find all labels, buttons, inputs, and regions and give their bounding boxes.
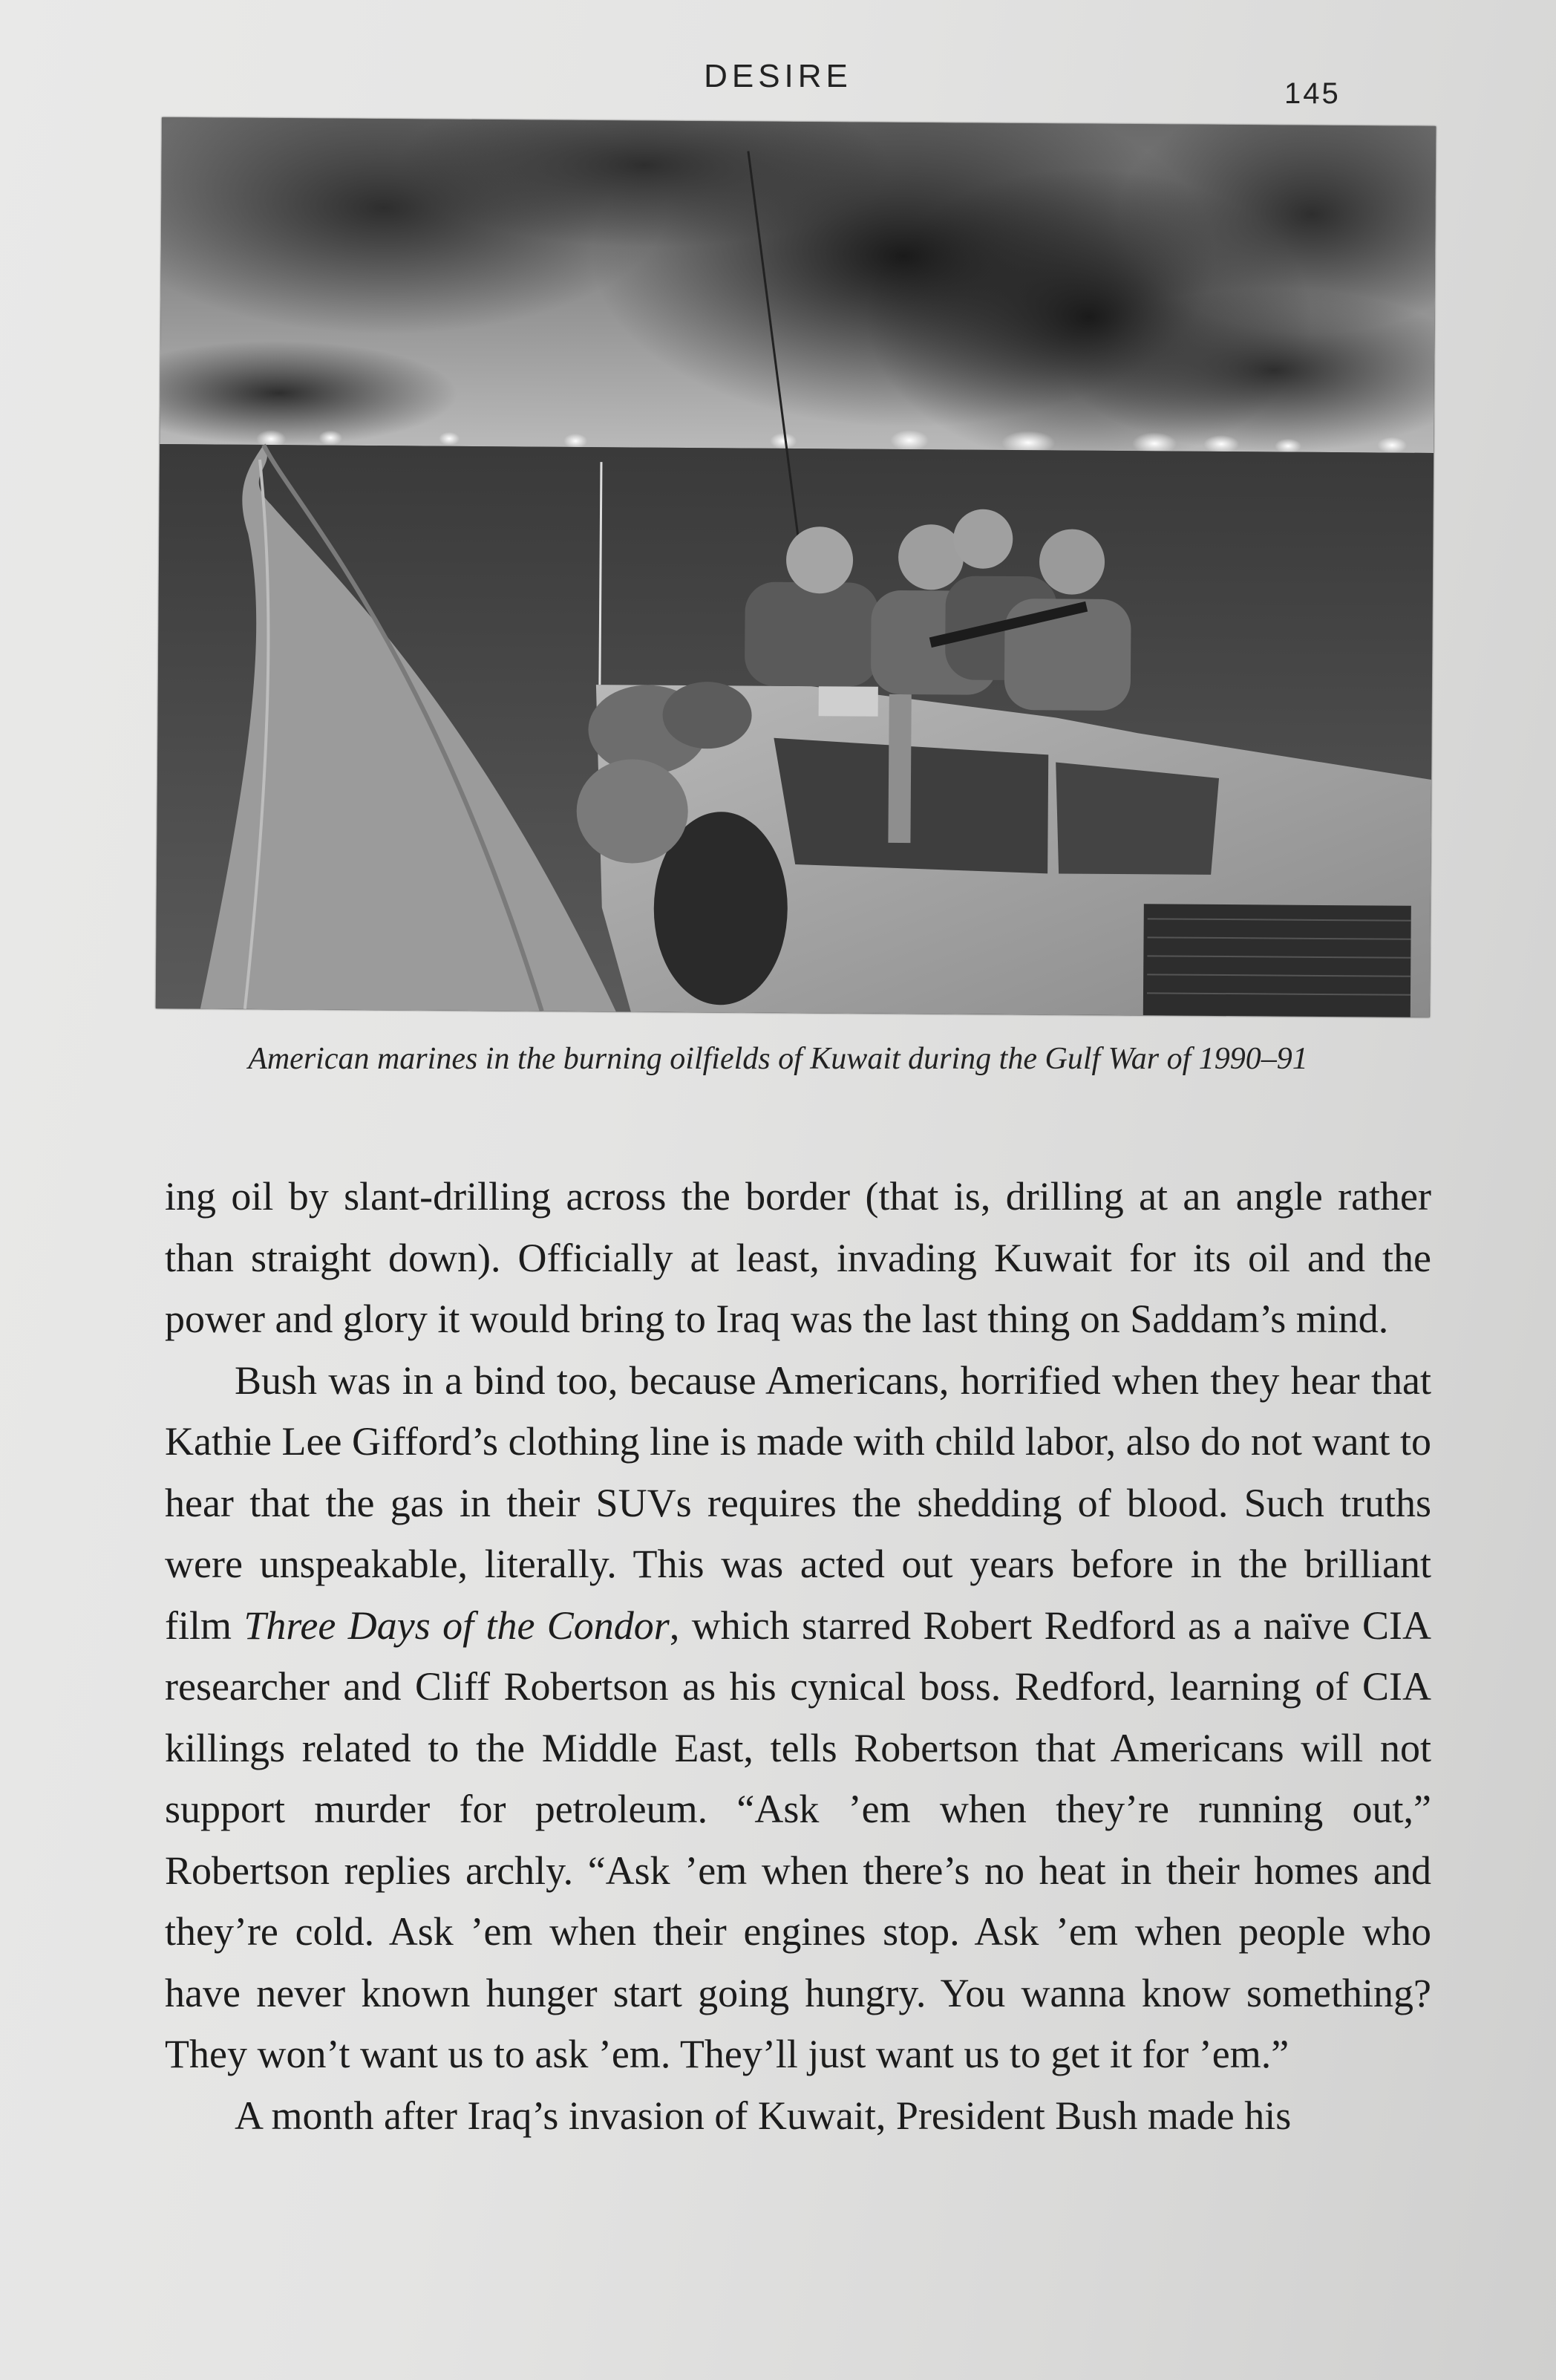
figure-caption: American marines in the burning oilfields of Kuwait during the Gulf War of 1990–91 [248, 1042, 1308, 1076]
film-title: Three Days of the Condor [243, 1603, 670, 1648]
paragraph-1: ing oil by slant-drilling across the border (that is, drilling at an angle rather than straight down). Officially at least, invading Kuwait for its oil and the power and glory it would bring to Iraq was the last thing on Saddam’s mind. [165, 1174, 1431, 1341]
photograph-marines-humvee-oilfields [156, 117, 1436, 1017]
paragraph-2 [165, 1350, 1431, 2085]
body-text [165, 1166, 1431, 2146]
paragraph-2-part-b: , which starred Robert Redford as a naïve CIA researcher and Cliff Robertson as his cynical boss. Redford, learning of CIA killings related to the Middle East, tells Robertson that Americans will not support murder for petroleum. “Ask ’em when they’re running out,” Robertson replies archly. “Ask ’em when there’s no heat in their homes and they’re cold. Ask ’em when their engines stop. Ask ’em when people who have never known hunger start going hungry. You wanna know something? They won’t want us to ask ’em. They’ll just want us to get it for ’em.” [165, 1603, 1431, 2076]
page-number: 145 [1284, 77, 1341, 110]
paragraph-3: A month after Iraq’s invasion of Kuwait, President Bush made his [235, 2093, 1292, 2138]
running-head: DESIRE [704, 58, 852, 94]
paragraph-2-part-a: Bush was in a bind too, because Americans, horrified when they hear that Kathie Lee Gifford’s clothing line is made with child labor, also do not want to hear that the gas in their SUVs requires the shedding of blood. Such truths were unspeakable, literally. This was acted out years before in the brilliant film [165, 1357, 1431, 1648]
